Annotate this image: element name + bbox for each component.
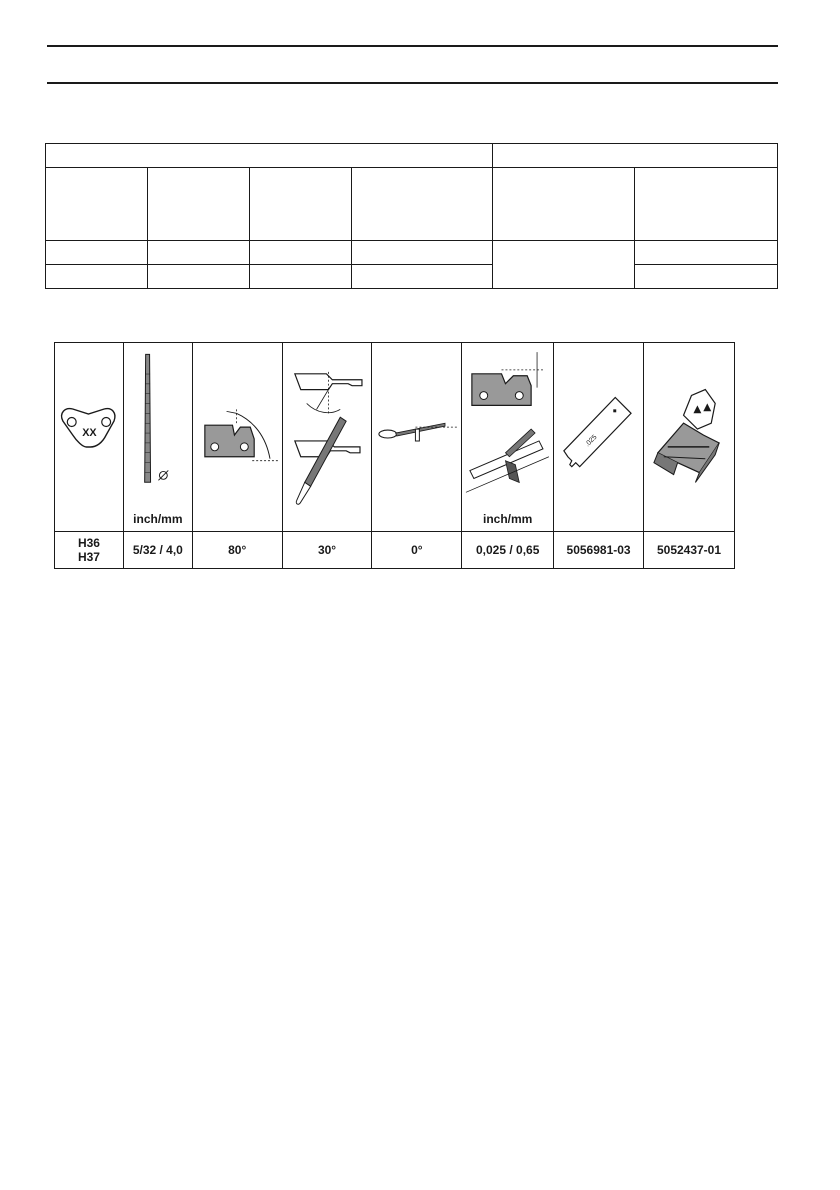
spec-data-cell [147,265,249,289]
icon-cell-top-plate-angle [192,343,282,532]
depth-gauge-setting-icon [462,343,553,531]
header-rule-top [47,45,778,47]
spec-data-cell [635,241,778,265]
spec-data-cell [351,241,493,265]
value-cell-file-tilt [372,532,462,569]
icon-cell-file-gauge [644,343,735,532]
spec-subheader-cell [635,168,778,241]
icon-cell-chain-link [55,343,124,532]
chain-link-marking: XX [82,426,97,440]
chain-link-icon [55,343,123,531]
value-cell-depth-gauge-tool [554,532,644,569]
spec-data-cell [249,265,351,289]
file-gauge-part-number: 5052437-01 [656,543,722,557]
spec-data-cell [249,241,351,265]
spec-subheader-cell [351,168,493,241]
icon-cell-round-file [123,343,192,532]
round-file-icon [124,343,192,531]
value-cell-depth-gauge [462,532,554,569]
specification-table [45,143,778,289]
chain-type-h37: H37 [77,550,100,564]
spec-data-cell [46,241,148,265]
spec-subheader-cell [46,168,148,241]
spec-data-cell [351,265,493,289]
value-cell-top-plate-angle [192,532,282,569]
spec-data-cell [635,265,778,289]
spec-data-cell [147,241,249,265]
depth-gauge-tool-part-number: 5056981-03 [566,543,631,557]
top-plate-angle-icon [193,343,282,531]
spec-data-cell [46,265,148,289]
value-cell-file-gauge [644,532,735,569]
depth-gauge-unit-label: inch/mm [483,512,533,526]
top-plate-angle-value: 80° [228,543,247,557]
file-tilt-angle-icon [372,343,461,531]
spec-header-right [493,144,778,168]
spec-header-left [46,144,493,168]
file-gauge-holder-icon [644,343,734,531]
depth-gauge-value: 0,025 / 0,65 [475,543,540,557]
icon-cell-depth-gauge-tool [554,343,644,532]
value-cell-chain-type [55,532,124,569]
spec-subheader-cell [493,168,635,241]
spec-subheader-cell [249,168,351,241]
spec-merged-cell [493,241,635,289]
depth-gauge-tool-icon [554,343,643,531]
filing-angle-icon [283,343,372,531]
spec-subheader-cell [147,168,249,241]
depth-gauge-tool-marking: .025 [584,433,599,449]
file-diameter-value: 5/32 / 4,0 [132,543,183,557]
file-tilt-value: 0° [411,543,423,557]
sharpening-table [54,342,735,569]
icon-cell-file-tilt [372,343,462,532]
file-diameter-unit-label: inch/mm [133,512,183,526]
filing-angle-value: 30° [317,543,337,557]
value-cell-file-diameter [123,532,192,569]
icon-cell-depth-gauge-setting [462,343,554,532]
header-rule-bottom [47,82,778,84]
value-cell-filing-angle [282,532,372,569]
icon-cell-filing-angle [282,343,372,532]
chain-type-h36: H36 [77,536,100,550]
